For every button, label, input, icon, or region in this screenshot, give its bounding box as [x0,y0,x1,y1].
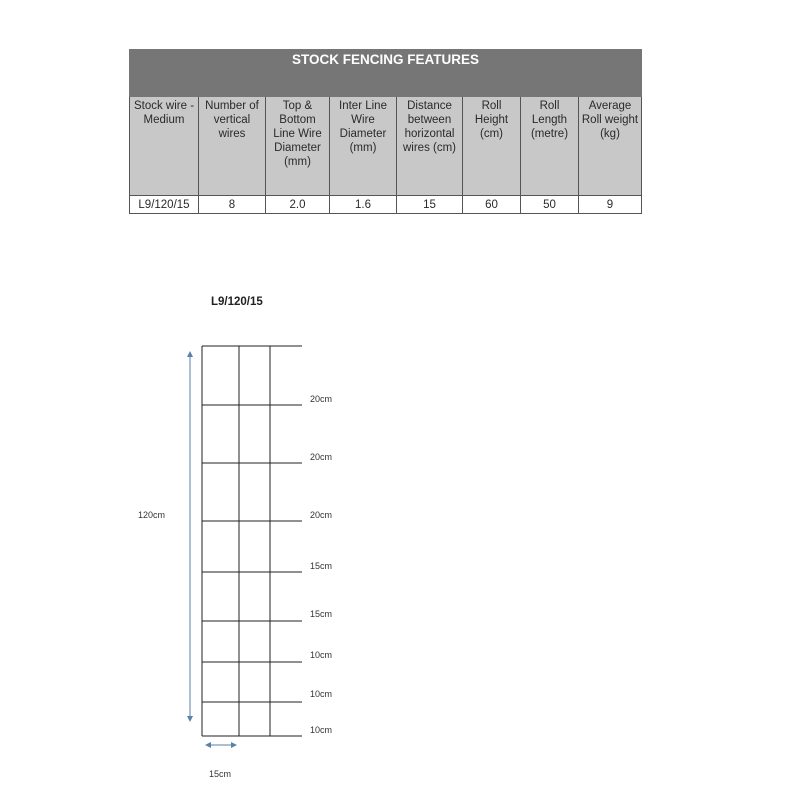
value-cell: 15 [397,196,463,214]
value-cell: L9/120/15 [130,196,199,214]
width-label: 15cm [209,769,232,779]
spacing-label: 15cm [310,561,333,571]
header-cell: Roll Length (metre) [521,97,579,196]
header-cell: Roll Height (cm) [463,97,521,196]
diagram-title: L9/120/15 [211,296,263,308]
value-cell: 2.0 [266,196,330,214]
header-cell: Stock wire - Medium [130,97,199,196]
height-label: 120cm [138,510,166,520]
spacing-label: 10cm [310,689,333,699]
value-cell: 50 [521,196,579,214]
spacing-label: 15cm [310,609,333,619]
spacing-label: 20cm [310,452,333,462]
spacing-label: 20cm [310,394,333,404]
value-cell: 1.6 [330,196,397,214]
value-cell: 60 [463,196,521,214]
header-cell: Distance between horizontal wires (cm) [397,97,463,196]
header-cell: Number of vertical wires [199,97,266,196]
value-cell: 8 [199,196,266,214]
spacing-label: 20cm [310,510,333,520]
value-cell: 9 [579,196,642,214]
header-cell: Average Roll weight (kg) [579,97,642,196]
header-cell: Inter Line Wire Diameter (mm) [330,97,397,196]
spacing-label: 10cm [310,725,333,735]
table-title: STOCK FENCING FEATURES [130,50,642,97]
header-cell: Top & Bottom Line Wire Diameter (mm) [266,97,330,196]
spacing-label: 10cm [310,650,333,660]
